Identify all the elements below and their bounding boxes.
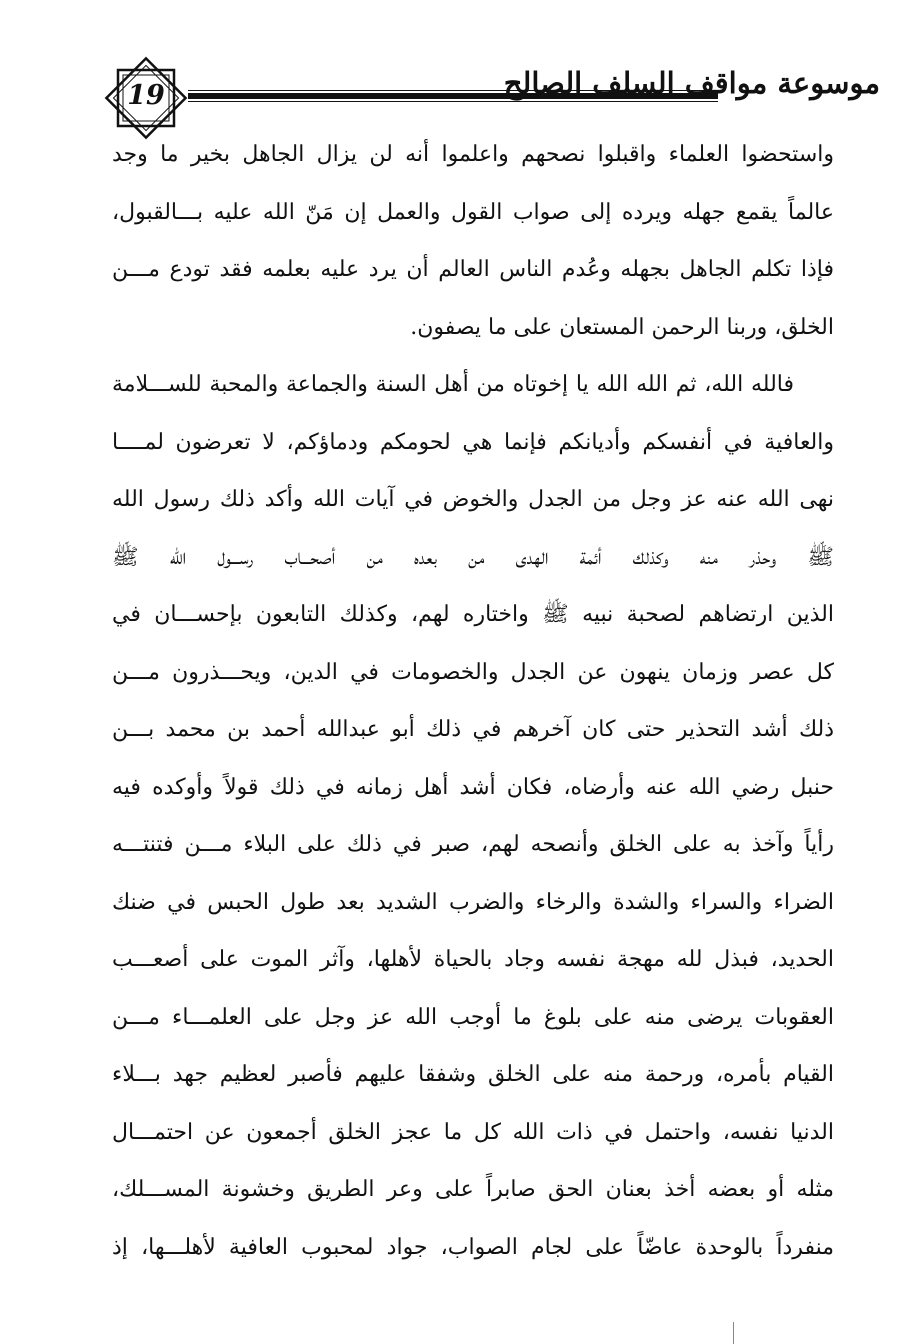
text-line-19: مثله أو بعضه أخذ بعنان الحق صابراً على وعر الطريق وخشونة المســـلك، xyxy=(112,1177,834,1202)
header-rule-thin-bottom xyxy=(188,101,718,102)
text-line-4: الخلق، وربنا الرحمن المستعان على ما يصفون. xyxy=(410,314,834,340)
text-line-7: نهى الله عنه عز وجل من الجدل والخوض في آيات الله وأكد ذلك رسول الله xyxy=(112,487,834,512)
text-line-13: رأياً وآخذ به على الخلق وأنصحه لهم، صبر في ذلك على البلاء مـــن فتنتـــه xyxy=(112,832,834,857)
text-line-9: الذين ارتضاهم لصحبة نبيه ﷺ واختاره لهم، وكذلك التابعون بإحســـان في xyxy=(112,602,834,627)
text-line-2: عالماً يقمع جهله ويرده إلى صواب القول والعمل إن مَنّ الله عليه بـــالقبول، xyxy=(112,199,834,225)
text-line-20: منفرداً بالوحدة عاضّاً على لجام الصواب، جواد لمحبوب العافية لأهلـــها، إذ xyxy=(112,1234,834,1260)
text-line-8: ﷺ وحذر منه وكذلك أئمة الهدى من بعده من أصحـــاب رســـول الله ﷺ xyxy=(112,544,834,570)
text-line-12: حنبل رضي الله عنه وأرضاه، فكان أشد أهل زمانه في ذلك قولاً وأوكده فيه xyxy=(112,774,834,800)
text-line-3: فإذا تكلم الجاهل بجهله وعُدم الناس العالم أن يرد عليه بعلمه فقد تودع مـــن xyxy=(112,257,834,282)
text-line-11: ذلك أشد التحذير حتى كان آخرهم في ذلك أبو عبدالله أحمد بن محمد بـــن xyxy=(112,717,834,742)
text-line-17: القيام بأمره، ورحمة منه على الخلق وشفقا عليهم فأصبر لعظيم جهد بـــلاء xyxy=(112,1062,834,1087)
text-line-16: العقوبات يرضى منه على بلوغ ما أوجب الله عز وجل على العلمـــاء مـــن xyxy=(112,1004,834,1030)
text-line-10: كل عصر وزمان ينهون عن الجدل والخصومات في الدين، ويحـــذرون مـــن xyxy=(112,659,834,685)
series-title: موسوعة مواقف السلف الصالح xyxy=(503,66,880,100)
page-header xyxy=(100,52,880,132)
text-line-15: الحديد، فبذل لله مهجة نفسه وجاد بالحياة لأهلها، وآثر الموت على أصعـــب xyxy=(112,947,834,972)
body-text xyxy=(112,126,834,1276)
text-line-14: الضراء والسراء والشدة والرخاء والضرب الشديد بعد طول الحبس في ضنك xyxy=(112,889,834,915)
text-line-6: والعافية في أنفسكم وأديانكم فإنما هي لحومكم ودماؤكم، لا تعرضون لمــــا xyxy=(112,429,834,455)
page-number: 19 xyxy=(127,80,165,111)
page-edge-mark xyxy=(733,1322,734,1344)
text-line-18: الدنيا نفسه، واحتمل في ذات الله كل ما عجز الخلق أجمعون عن احتمـــال xyxy=(112,1119,834,1145)
text-line-5: فالله الله، ثم الله الله يا إخوتاه من أهل السنة والجماعة والمحبة للســـلامة xyxy=(112,372,794,397)
text-line-1: واستحضوا العلماء واقبلوا نصحهم واعلموا أنه لن يزال الجاهل بخير ما وجد xyxy=(112,142,834,167)
